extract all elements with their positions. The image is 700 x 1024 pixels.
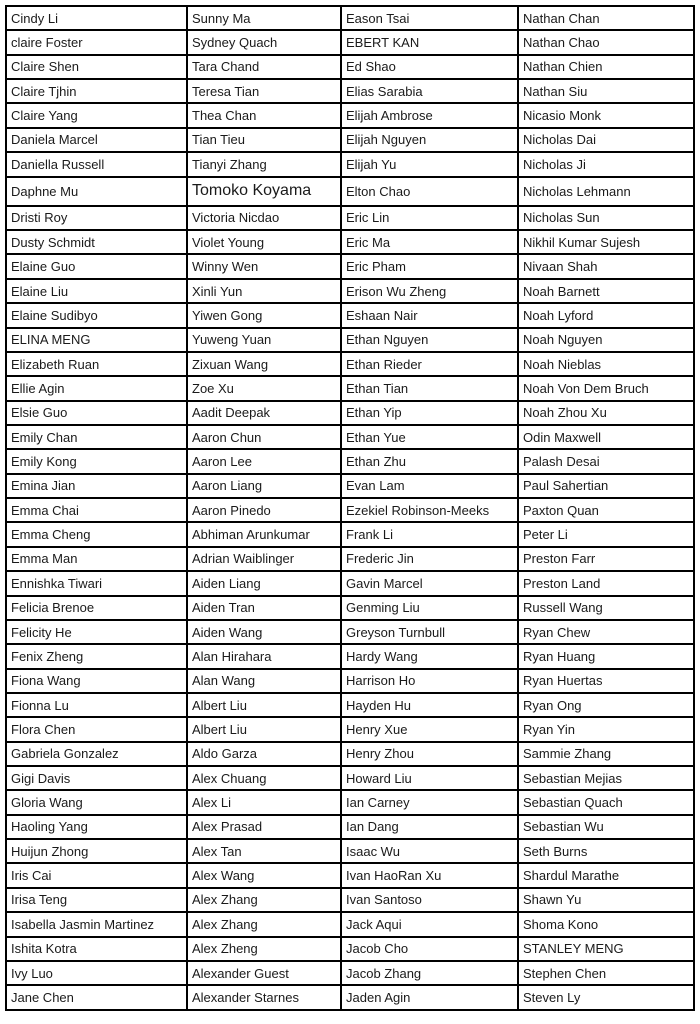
table-cell: Alex Zheng xyxy=(187,937,341,961)
table-cell: Aiden Wang xyxy=(187,620,341,644)
table-cell: Flora Chen xyxy=(6,717,187,741)
table-cell: Claire Tjhin xyxy=(6,79,187,103)
table-row xyxy=(6,547,694,571)
table-cell: Erison Wu Zheng xyxy=(341,279,518,303)
table-cell: Zoe Xu xyxy=(187,376,341,400)
table-row xyxy=(6,230,694,254)
table-cell: Fiona Wang xyxy=(6,669,187,693)
table-row xyxy=(6,103,694,127)
table-cell: Ian Dang xyxy=(341,815,518,839)
table-cell: Greyson Turnbull xyxy=(341,620,518,644)
table-row xyxy=(6,571,694,595)
table-cell: Henry Xue xyxy=(341,717,518,741)
table-cell: Aaron Chun xyxy=(187,425,341,449)
table-cell: ELINA MENG xyxy=(6,328,187,352)
table-cell: Jacob Zhang xyxy=(341,961,518,985)
table-row xyxy=(6,177,694,206)
table-cell: Ian Carney xyxy=(341,790,518,814)
table-cell: Fionna Lu xyxy=(6,693,187,717)
table-cell: Iris Cai xyxy=(6,863,187,887)
table-cell: Dusty Schmidt xyxy=(6,230,187,254)
table-row xyxy=(6,474,694,498)
table-row xyxy=(6,55,694,79)
table-cell: Fenix Zheng xyxy=(6,644,187,668)
table-cell: Tomoko Koyama xyxy=(187,177,341,206)
table-cell: Aaron Pinedo xyxy=(187,498,341,522)
table-cell: Odin Maxwell xyxy=(518,425,694,449)
table-cell: EBERT KAN xyxy=(341,30,518,54)
table-row xyxy=(6,985,694,1010)
table-cell: Jacob Cho xyxy=(341,937,518,961)
table-cell: Harrison Ho xyxy=(341,669,518,693)
table-cell: Frank Li xyxy=(341,522,518,546)
table-cell: Dristi Roy xyxy=(6,206,187,230)
table-cell: Elaine Sudibyo xyxy=(6,303,187,327)
table-cell: Isaac Wu xyxy=(341,839,518,863)
table-cell: Ivy Luo xyxy=(6,961,187,985)
table-row xyxy=(6,937,694,961)
table-cell: Huijun Zhong xyxy=(6,839,187,863)
table-cell: Sebastian Quach xyxy=(518,790,694,814)
table-cell: Tianyi Zhang xyxy=(187,152,341,176)
table-cell: Steven Ly xyxy=(518,985,694,1010)
table-row xyxy=(6,888,694,912)
table-row xyxy=(6,449,694,473)
table-cell: Claire Shen xyxy=(6,55,187,79)
table-row xyxy=(6,254,694,278)
table-cell: Nivaan Shah xyxy=(518,254,694,278)
table-cell: Violet Young xyxy=(187,230,341,254)
table-row xyxy=(6,401,694,425)
table-row xyxy=(6,498,694,522)
table-row xyxy=(6,669,694,693)
table-cell: Isabella Jasmin Martinez xyxy=(6,912,187,936)
table-cell: Eason Tsai xyxy=(341,6,518,30)
table-cell: Ishita Kotra xyxy=(6,937,187,961)
table-cell: Cindy Li xyxy=(6,6,187,30)
table-cell: Elijah Nguyen xyxy=(341,128,518,152)
table-cell: Abhiman Arunkumar xyxy=(187,522,341,546)
table-cell: Ethan Yue xyxy=(341,425,518,449)
table-cell: Nicholas Ji xyxy=(518,152,694,176)
table-cell: Noah Zhou Xu xyxy=(518,401,694,425)
table-cell: Eric Lin xyxy=(341,206,518,230)
table-cell: Alexander Starnes xyxy=(187,985,341,1010)
table-cell: Noah Nguyen xyxy=(518,328,694,352)
table-cell: Daphne Mu xyxy=(6,177,187,206)
table-cell: Elton Chao xyxy=(341,177,518,206)
table-cell: Ivan HaoRan Xu xyxy=(341,863,518,887)
table-cell: Ethan Zhu xyxy=(341,449,518,473)
table-cell: Xinli Yun xyxy=(187,279,341,303)
table-cell: Elsie Guo xyxy=(6,401,187,425)
table-cell: Irisa Teng xyxy=(6,888,187,912)
table-cell: Winny Wen xyxy=(187,254,341,278)
table-row xyxy=(6,303,694,327)
table-cell: Russell Wang xyxy=(518,596,694,620)
table-cell: Emily Kong xyxy=(6,449,187,473)
table-cell: Noah Barnett xyxy=(518,279,694,303)
table-cell: Shoma Kono xyxy=(518,912,694,936)
table-cell: Gigi Davis xyxy=(6,766,187,790)
table-cell: Eric Ma xyxy=(341,230,518,254)
names-table-body xyxy=(6,6,694,1010)
table-cell: Palash Desai xyxy=(518,449,694,473)
table-cell: Ellie Agin xyxy=(6,376,187,400)
table-cell: Sebastian Wu xyxy=(518,815,694,839)
table-cell: Ryan Ong xyxy=(518,693,694,717)
table-cell: Jaden Agin xyxy=(341,985,518,1010)
table-cell: Nikhil Kumar Sujesh xyxy=(518,230,694,254)
table-cell: Aldo Garza xyxy=(187,742,341,766)
table-cell: Eric Pham xyxy=(341,254,518,278)
table-cell: Tian Tieu xyxy=(187,128,341,152)
table-cell: Thea Chan xyxy=(187,103,341,127)
table-cell: Ethan Tian xyxy=(341,376,518,400)
table-cell: Emily Chan xyxy=(6,425,187,449)
table-cell: Nicasio Monk xyxy=(518,103,694,127)
table-row xyxy=(6,790,694,814)
table-cell: Teresa Tian xyxy=(187,79,341,103)
table-cell: Nathan Chao xyxy=(518,30,694,54)
table-cell: Sebastian Mejias xyxy=(518,766,694,790)
table-cell: Albert Liu xyxy=(187,717,341,741)
table-row xyxy=(6,644,694,668)
table-cell: Emma Man xyxy=(6,547,187,571)
table-cell: Shawn Yu xyxy=(518,888,694,912)
table-row xyxy=(6,328,694,352)
table-cell: Ryan Huertas xyxy=(518,669,694,693)
table-cell: claire Foster xyxy=(6,30,187,54)
table-cell: Daniella Russell xyxy=(6,152,187,176)
table-cell: Zixuan Wang xyxy=(187,352,341,376)
table-cell: Ethan Yip xyxy=(341,401,518,425)
table-cell: Felicity He xyxy=(6,620,187,644)
table-cell: Alan Hirahara xyxy=(187,644,341,668)
table-cell: Hayden Hu xyxy=(341,693,518,717)
table-cell: Jack Aqui xyxy=(341,912,518,936)
table-row xyxy=(6,352,694,376)
table-row xyxy=(6,839,694,863)
table-cell: Adrian Waiblinger xyxy=(187,547,341,571)
table-cell: Ivan Santoso xyxy=(341,888,518,912)
table-cell: Paxton Quan xyxy=(518,498,694,522)
table-cell: Nathan Siu xyxy=(518,79,694,103)
names-table xyxy=(5,5,695,1011)
table-cell: Aiden Liang xyxy=(187,571,341,595)
table-cell: Elias Sarabia xyxy=(341,79,518,103)
table-cell: Ennishka Tiwari xyxy=(6,571,187,595)
table-row xyxy=(6,766,694,790)
table-cell: Elijah Ambrose xyxy=(341,103,518,127)
table-cell: Elizabeth Ruan xyxy=(6,352,187,376)
table-cell: Sunny Ma xyxy=(187,6,341,30)
table-cell: Ryan Yin xyxy=(518,717,694,741)
table-cell: Alex Chuang xyxy=(187,766,341,790)
table-cell: Noah Lyford xyxy=(518,303,694,327)
table-cell: Elijah Yu xyxy=(341,152,518,176)
table-cell: Elaine Liu xyxy=(6,279,187,303)
table-cell: Ryan Chew xyxy=(518,620,694,644)
table-cell: Paul Sahertian xyxy=(518,474,694,498)
table-cell: Emina Jian xyxy=(6,474,187,498)
table-cell: Eshaan Nair xyxy=(341,303,518,327)
table-cell: Tara Chand xyxy=(187,55,341,79)
table-cell: Alex Zhang xyxy=(187,888,341,912)
table-cell: Shardul Marathe xyxy=(518,863,694,887)
table-cell: Preston Farr xyxy=(518,547,694,571)
table-cell: Ezekiel Robinson-Meeks xyxy=(341,498,518,522)
table-cell: Sammie Zhang xyxy=(518,742,694,766)
table-row xyxy=(6,596,694,620)
table-row xyxy=(6,620,694,644)
table-row xyxy=(6,206,694,230)
table-cell: Nathan Chan xyxy=(518,6,694,30)
table-cell: Noah Von Dem Bruch xyxy=(518,376,694,400)
table-cell: Noah Nieblas xyxy=(518,352,694,376)
table-cell: Frederic Jin xyxy=(341,547,518,571)
table-cell: Nicholas Dai xyxy=(518,128,694,152)
table-row xyxy=(6,522,694,546)
table-row xyxy=(6,425,694,449)
table-cell: Nicholas Sun xyxy=(518,206,694,230)
table-cell: Alex Tan xyxy=(187,839,341,863)
table-row xyxy=(6,128,694,152)
table-row xyxy=(6,693,694,717)
table-row xyxy=(6,912,694,936)
table-cell: Emma Chai xyxy=(6,498,187,522)
table-cell: Howard Liu xyxy=(341,766,518,790)
table-cell: Gavin Marcel xyxy=(341,571,518,595)
table-cell: Emma Cheng xyxy=(6,522,187,546)
table-row xyxy=(6,79,694,103)
table-cell: Seth Burns xyxy=(518,839,694,863)
table-cell: STANLEY MENG xyxy=(518,937,694,961)
table-cell: Felicia Brenoe xyxy=(6,596,187,620)
table-row xyxy=(6,6,694,30)
table-cell: Victoria Nicdao xyxy=(187,206,341,230)
names-table-container xyxy=(5,5,695,1011)
table-row xyxy=(6,742,694,766)
table-cell: Jane Chen xyxy=(6,985,187,1010)
table-cell: Elaine Guo xyxy=(6,254,187,278)
table-cell: Albert Liu xyxy=(187,693,341,717)
table-cell: Ed Shao xyxy=(341,55,518,79)
table-cell: Alex Zhang xyxy=(187,912,341,936)
table-cell: Stephen Chen xyxy=(518,961,694,985)
table-cell: Alex Li xyxy=(187,790,341,814)
table-cell: Ethan Nguyen xyxy=(341,328,518,352)
table-row xyxy=(6,961,694,985)
table-cell: Haoling Yang xyxy=(6,815,187,839)
table-cell: Daniela Marcel xyxy=(6,128,187,152)
table-cell: Claire Yang xyxy=(6,103,187,127)
table-row xyxy=(6,152,694,176)
table-cell: Aiden Tran xyxy=(187,596,341,620)
table-cell: Aaron Lee xyxy=(187,449,341,473)
table-cell: Evan Lam xyxy=(341,474,518,498)
table-row xyxy=(6,863,694,887)
table-cell: Yuweng Yuan xyxy=(187,328,341,352)
table-cell: Alan Wang xyxy=(187,669,341,693)
table-cell: Preston Land xyxy=(518,571,694,595)
table-row xyxy=(6,815,694,839)
table-cell: Peter Li xyxy=(518,522,694,546)
table-row xyxy=(6,30,694,54)
table-cell: Alex Prasad xyxy=(187,815,341,839)
table-row xyxy=(6,717,694,741)
table-cell: Ethan Rieder xyxy=(341,352,518,376)
table-cell: Hardy Wang xyxy=(341,644,518,668)
table-cell: Alex Wang xyxy=(187,863,341,887)
table-cell: Aadit Deepak xyxy=(187,401,341,425)
table-cell: Gloria Wang xyxy=(6,790,187,814)
table-cell: Yiwen Gong xyxy=(187,303,341,327)
table-row xyxy=(6,376,694,400)
table-cell: Aaron Liang xyxy=(187,474,341,498)
table-cell: Ryan Huang xyxy=(518,644,694,668)
table-row xyxy=(6,279,694,303)
table-cell: Henry Zhou xyxy=(341,742,518,766)
table-cell: Genming Liu xyxy=(341,596,518,620)
table-cell: Gabriela Gonzalez xyxy=(6,742,187,766)
table-cell: Nicholas Lehmann xyxy=(518,177,694,206)
table-cell: Sydney Quach xyxy=(187,30,341,54)
table-cell: Alexander Guest xyxy=(187,961,341,985)
table-cell: Nathan Chien xyxy=(518,55,694,79)
